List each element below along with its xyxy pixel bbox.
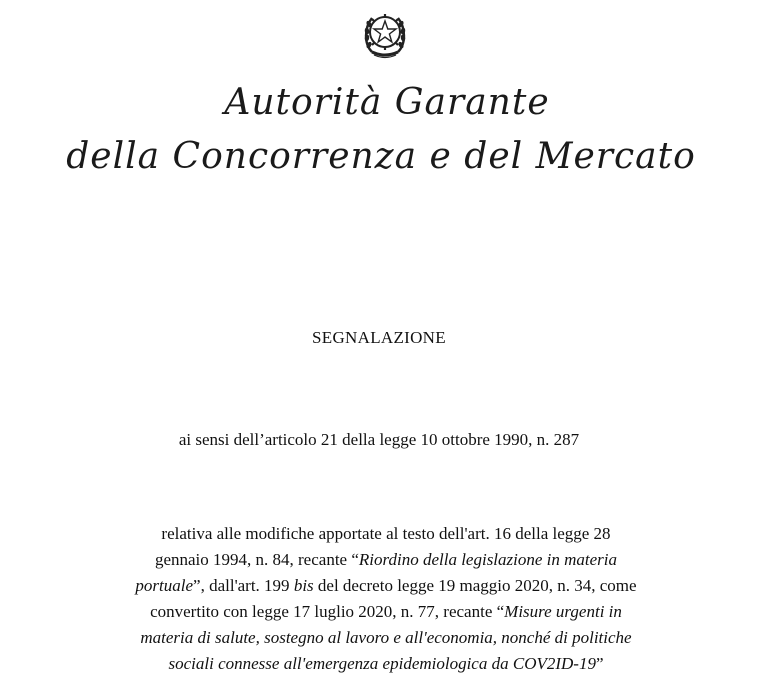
authority-name-line2: della Concorrenza e del Mercato	[66, 136, 696, 177]
document-body	[96, 521, 676, 677]
italian-republic-emblem-icon	[360, 8, 410, 60]
document-subtitle: ai sensi dell’articolo 21 della legge 10 ottobre 1990, n. 287	[178, 430, 580, 449]
body-line: sociali connesse all'emergenza epidemiologica da COV2ID-19”	[168, 654, 604, 673]
body-line: gennaio 1994, n. 84, recante “Riordino della legislazione in materia	[154, 550, 618, 569]
body-line: convertito con legge 17 luglio 2020, n. 77, recante “Misure urgenti in	[150, 602, 622, 621]
document-title: SEGNALAZIONE	[312, 328, 446, 347]
body-line: relativa alle modifiche apportate al testo dell'art. 16 della legge 28	[161, 524, 611, 543]
body-line: portuale”, dall'art. 199 bis del decreto legge 19 maggio 2020, n. 34, come	[135, 576, 637, 595]
authority-name-line1: Autorità Garante	[224, 82, 550, 123]
body-line: materia di salute, sostegno al lavoro e all'economia, nonché di politiche	[140, 628, 632, 647]
